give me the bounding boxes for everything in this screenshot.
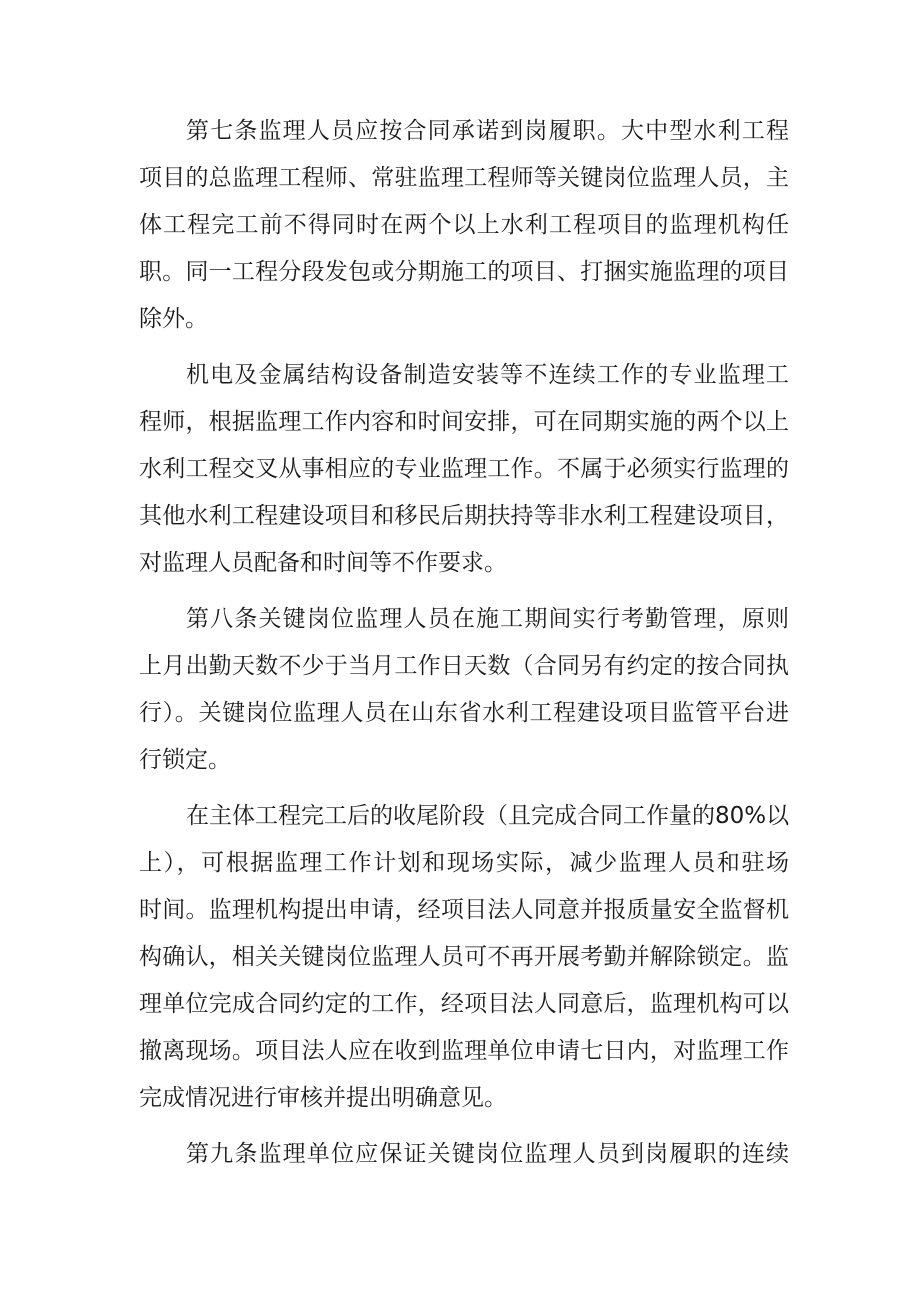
text-line: 职。同一工程分段发包或分期施工的项目、打捆实施监理的项目 [139,259,789,285]
text-line: 行锁定。 [139,747,231,773]
paragraph-electromechanical [139,352,789,587]
text-line: 对监理人员配备和时间等不作要求。 [139,550,507,576]
text-line: 程师，根据监理工作内容和时间安排，可在同期实施的两个以上 [139,409,789,435]
paragraph-article-9 [139,1131,789,1178]
text-line: 其他水利工程建设项目和移民后期扶持等非水利工程建设项目， [139,503,789,529]
text-line: 第九条监理单位应保证关键岗位监理人员到岗履职的连续 [186,1141,789,1167]
text-line: 第八条关键岗位监理人员在施工期间实行考勤管理，原则 [186,606,789,632]
text-line: 水利工程交叉从事相应的专业监理工作。不属于必须实行监理的 [139,456,789,482]
text-line: 除外。 [139,306,208,332]
text-line: 行）。关键岗位监理人员在山东省水利工程建设项目监管平台进 [139,700,789,726]
paragraph-article-8 [139,596,789,784]
text-line: 理单位完成合同约定的工作，经项目法人同意后，监理机构可以 [139,991,789,1017]
text-line: 时间。监理机构提出申请，经项目法人同意并报质量安全监督机 [139,897,789,923]
paragraph-completion-stage [139,793,789,1122]
text-line: 撤离现场。项目法人应在收到监理单位申请七日内，对监理工作 [139,1038,789,1064]
document-body [139,108,789,1187]
text-line: 构确认，相关关键岗位监理人员可不再开展考勤并解除锁定。监 [139,944,789,970]
text-line: 机电及金属结构设备制造安装等不连续工作的专业监理工 [186,362,789,388]
paragraph-article-7 [139,108,789,343]
text-line: 体工程完工前不得同时在两个以上水利工程项目的监理机构任 [139,212,789,238]
text-line: 项目的总监理工程师、常驻监理工程师等关键岗位监理人员，主 [139,165,789,191]
text-line: 第七条监理人员应按合同承诺到岗履职。大中型水利工程 [186,118,789,144]
text-line: 完成情况进行审核并提出明确意见。 [139,1085,507,1111]
text-line: 在主体工程完工后的收尾阶段（且完成合同工作量的80%以 [186,803,790,829]
text-line: 上），可根据监理工作计划和现场实际，减少监理人员和驻场 [139,850,789,876]
text-line: 上月出勤天数不少于当月工作日天数（合同另有约定的按合同执 [139,653,789,679]
